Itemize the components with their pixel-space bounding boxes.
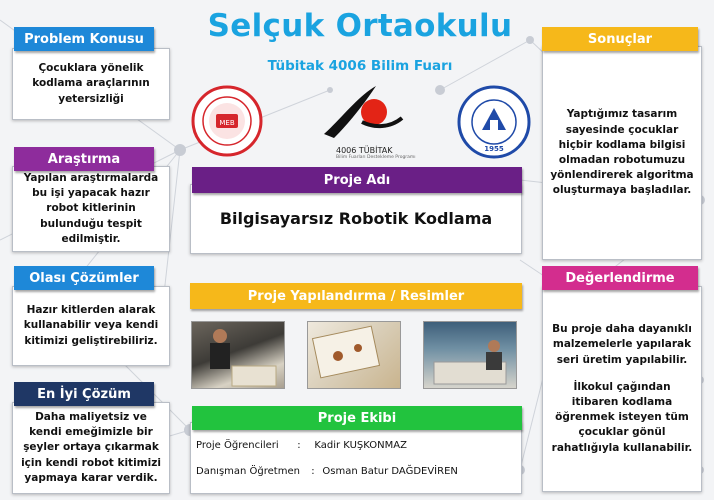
ekip-name: Kadir KUŞKONMAZ <box>314 440 407 451</box>
olasi-text: Hazır kitlerden alarak kullanabilir veya kendi kitimizi geliştirebiliriz. <box>23 304 159 347</box>
ekip-header: Proje Ekibi <box>192 406 522 430</box>
page-subtitle: Tübitak 4006 Bilim Fuarı <box>267 58 453 74</box>
ekip-row-ogrenci <box>196 440 407 451</box>
proje-adi-box <box>190 184 522 254</box>
degerlendirme-text-2: İlkokul çağından itibaren kodlama öğrenmek isteyen tüm çocuklar gönül rahatlığıyla kullanabilir. <box>551 380 693 454</box>
ekip-name: Osman Batur DAĞDEVİREN <box>322 466 458 477</box>
arastirma-header: Araştırma <box>14 147 154 171</box>
eniyi-header: En İyi Çözüm <box>14 382 154 406</box>
meb-logo-icon <box>190 84 264 158</box>
arastirma-text: Yapılan araştırmalarda bu işi yapacak hazır robot kitlerinin bulunduğu tespit edilmiştir. <box>23 171 159 245</box>
tubitak-logo <box>312 82 422 162</box>
student-figure-icon <box>192 322 284 388</box>
ekip-row-danisman <box>196 466 458 477</box>
ekip-role-label: Danışman Öğretmen <box>196 466 300 477</box>
yapilandirma-header: Proje Yapılandırma / Resimler <box>190 283 522 309</box>
problem-header: Problem Konusu <box>14 27 154 51</box>
degerlendirme-box <box>542 286 702 492</box>
project-photo-2 <box>307 321 401 389</box>
ekip-separator: : <box>311 466 315 477</box>
sonuclar-text: Yaptığımız tasarım sayesinde çocuklar hiçbir kodlama bilgisi olmadan robotumuzu yönlendirerek algoritma oluşturmaya başladılar. <box>550 108 694 197</box>
svg-text:MEB: MEB <box>219 119 235 127</box>
olasi-header: Olası Çözümler <box>14 266 154 290</box>
classroom-scene-icon <box>424 322 516 388</box>
project-photo-1 <box>191 321 285 389</box>
problem-text: Çocuklara yönelik kodlama araçlarının yetersizliği <box>32 62 150 105</box>
sonuclar-box <box>542 46 702 260</box>
problem-box <box>12 48 170 120</box>
robot-board-icon <box>308 322 400 388</box>
degerlendirme-text-1: Bu proje daha dayanıklı malzemelerle yapılarak seri üretim yapılabilir. <box>552 323 692 366</box>
school-seal-year: 1955 <box>484 145 504 153</box>
ekip-role-label: Proje Öğrencileri <box>196 440 279 451</box>
page-title: Selçuk Ortaokulu <box>207 8 513 44</box>
arastirma-box <box>12 166 170 252</box>
ekip-box <box>190 422 522 494</box>
project-photo-3 <box>423 321 517 389</box>
sonuclar-header: Sonuçlar <box>542 27 698 51</box>
ekip-separator: : <box>297 440 301 451</box>
degerlendirme-header: Değerlendirme <box>542 266 698 290</box>
tubitak-logo-text: 4006 TÜBİTAK <box>336 146 393 155</box>
eniyi-text: Daha maliyetsiz ve kendi emeğimizle bir şeyler ortaya çıkarmak için kendi robot kitimizi yapmaya karar verdik. <box>21 410 161 484</box>
tubitak-emblem-icon <box>312 82 422 142</box>
tubitak-logo-subtext: Bilim Fuarları Destekleme Programı <box>336 155 416 160</box>
olasi-box <box>12 286 170 366</box>
eniyi-box <box>12 402 170 494</box>
proje-adi-text: Bilgisayarsız Robotik Kodlama <box>219 209 493 229</box>
proje-adi-header: Proje Adı <box>192 167 522 193</box>
